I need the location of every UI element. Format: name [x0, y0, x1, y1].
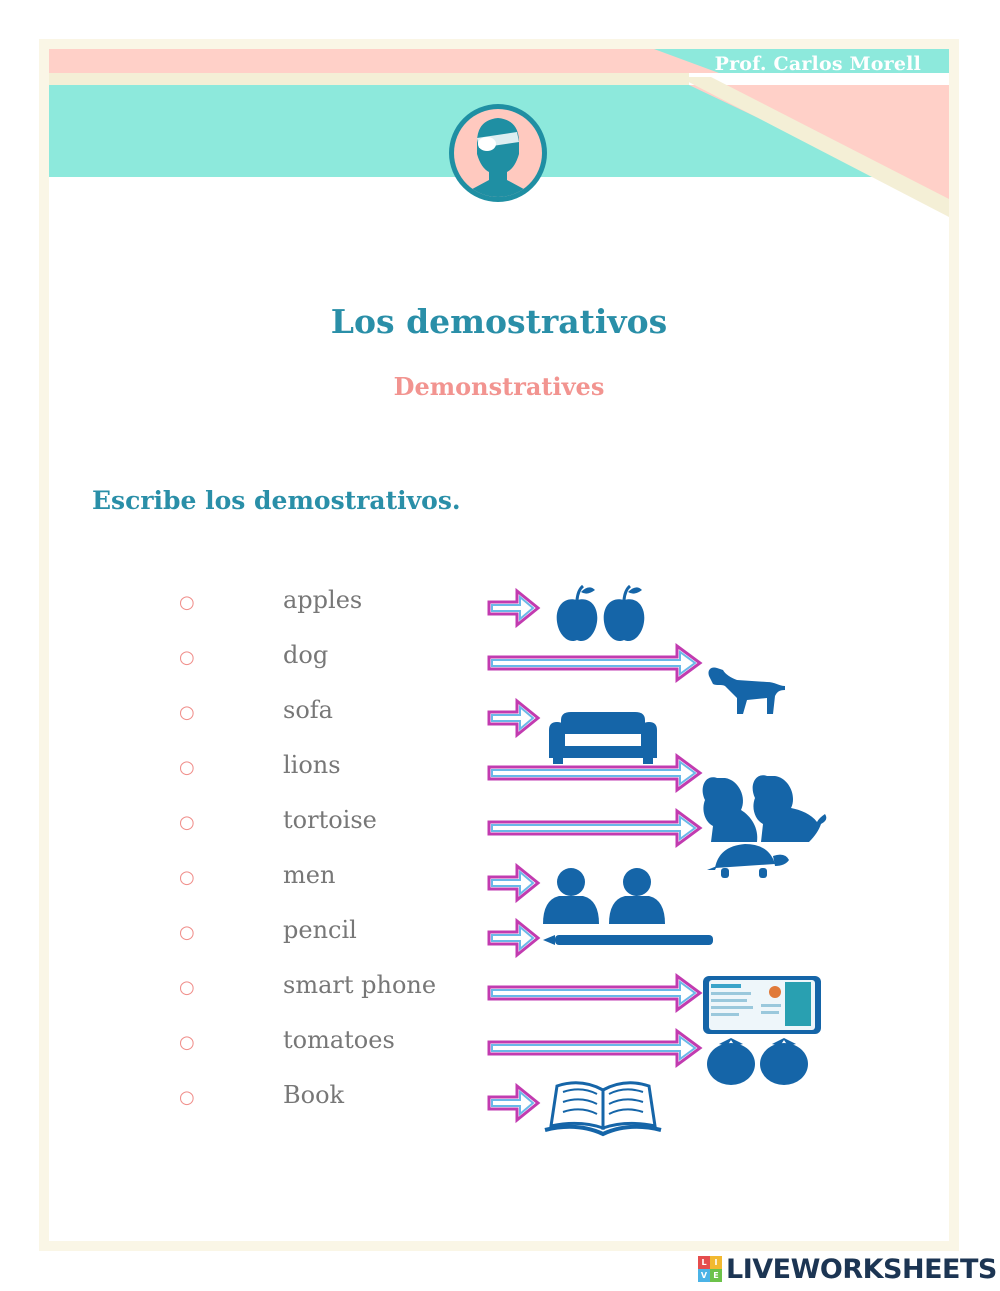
item-word: apples — [283, 586, 363, 614]
arrow-short-icon — [489, 1086, 538, 1120]
bullet-circle-icon: ○ — [179, 592, 195, 613]
arrow-long-icon — [489, 756, 700, 790]
liveworksheets-logo[interactable] — [698, 1253, 997, 1285]
logo-mark-letter: V — [698, 1269, 710, 1282]
logo-mark-letter: L — [698, 1256, 710, 1269]
item-word: Book — [283, 1081, 345, 1109]
bullet-circle-icon: ○ — [179, 977, 195, 998]
arrow-long-icon — [489, 1031, 700, 1065]
teacher-avatar-icon — [447, 102, 549, 204]
arrow-short-icon — [489, 701, 538, 735]
logo-mark-letter: E — [710, 1269, 722, 1282]
logo-text: LIVEWORKSHEETS — [726, 1253, 997, 1285]
tomatoes-icon — [707, 1038, 808, 1085]
banner-cream-line — [49, 73, 689, 85]
item-word: tomatoes — [283, 1026, 395, 1054]
author-name: Prof. Carlos Morell — [714, 53, 921, 75]
item-word: lions — [283, 751, 341, 779]
logo-mark-letter: I — [710, 1256, 722, 1269]
sofa-icon — [549, 712, 657, 764]
men-icon — [543, 868, 665, 924]
page-title: Los demostrativos — [330, 302, 668, 341]
worksheet-page — [39, 39, 959, 1251]
apples-icon — [557, 586, 645, 641]
bullet-circle-icon: ○ — [179, 757, 195, 778]
arrow-short-icon — [489, 591, 538, 625]
item-word: pencil — [283, 916, 357, 944]
tortoise-icon — [707, 844, 789, 878]
item-word: tortoise — [283, 806, 377, 834]
arrow-short-icon — [489, 866, 538, 900]
liveworksheets-mark-icon — [698, 1256, 722, 1282]
smartphone-icon — [703, 976, 821, 1034]
item-word: men — [283, 861, 336, 889]
arrow-long-icon — [489, 811, 700, 845]
pencil-icon — [543, 935, 713, 945]
bullet-circle-icon: ○ — [179, 812, 195, 833]
bullet-circle-icon: ○ — [179, 702, 195, 723]
worksheet-content — [49, 49, 949, 1241]
dog-icon — [708, 667, 785, 714]
arrow-short-icon — [489, 921, 538, 955]
item-word: sofa — [283, 696, 333, 724]
bullet-circle-icon: ○ — [179, 1087, 195, 1108]
picture-panel — [485, 578, 835, 1138]
bullet-circle-icon: ○ — [179, 922, 195, 943]
arrow-long-icon — [489, 976, 700, 1010]
book-icon — [545, 1083, 661, 1134]
item-word: dog — [283, 641, 329, 669]
bullet-circle-icon: ○ — [179, 1032, 195, 1053]
item-word: smart phone — [283, 971, 437, 999]
page-subtitle: Demonstratives — [393, 372, 605, 401]
instruction-text: Escribe los demostrativos. — [92, 486, 461, 515]
banner-pink-top — [49, 49, 669, 73]
bullet-circle-icon: ○ — [179, 647, 195, 668]
lions-icon — [703, 775, 827, 842]
bullet-circle-icon: ○ — [179, 867, 195, 888]
arrow-long-icon — [489, 646, 700, 680]
